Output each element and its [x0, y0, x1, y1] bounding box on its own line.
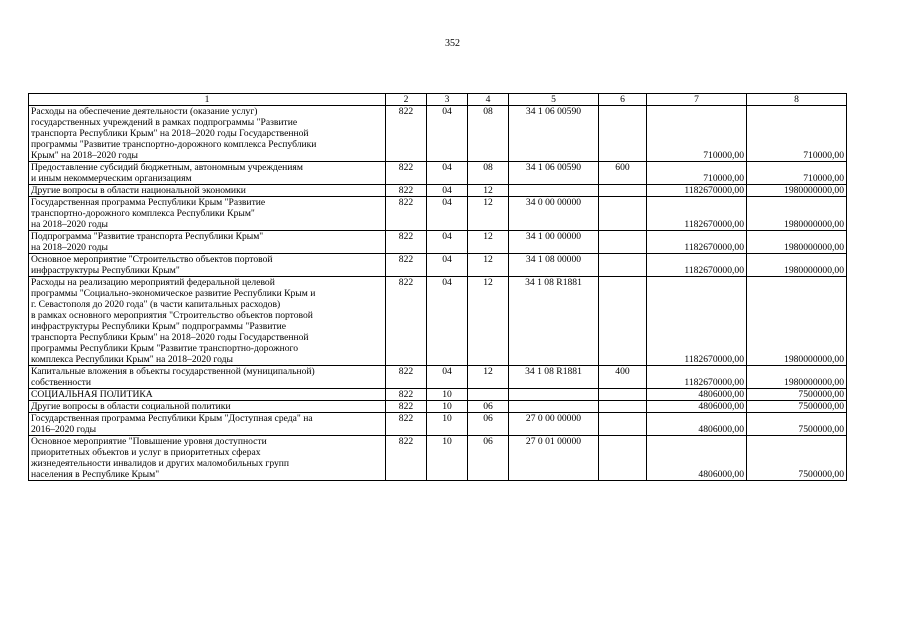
target-article-cell: 27 0 01 00000 [509, 436, 599, 481]
amount-year1-cell: 4806000,00 [647, 389, 747, 401]
table-row [29, 413, 847, 436]
expense-type-cell [599, 436, 647, 481]
column-header: 8 [747, 94, 847, 106]
page-number: 352 [445, 38, 460, 49]
subsection-code-cell: 12 [468, 231, 509, 254]
target-article-cell: 34 1 06 00590 [509, 162, 599, 185]
ministry-code-cell: 822 [386, 413, 427, 436]
table-row [29, 106, 847, 162]
expense-type-cell [599, 389, 647, 401]
item-name-cell: Расходы на реализацию мероприятий федеральной целевой программы "Социально-экономическое развитие Республики Крым и г. Севастополя до 2020 года" (в части капитальных расходов) в рамках основного мероприятия "Строительство объектов портовой инфраструктуры Республики Крым" подпрограммы "Развитие транспорта Республики Крым" на 2018–2020 годы Государственной программы Республики Крым "Развитие транспортно-дорожного комплекса Республики Крым" на 2018–2020 годы [29, 277, 386, 366]
ministry-code-cell: 822 [386, 254, 427, 277]
item-name-cell: Подпрограмма "Развитие транспорта Республики Крым" на 2018–2020 годы [29, 231, 386, 254]
section-code-cell: 04 [427, 277, 468, 366]
amount-year1-cell: 4806000,00 [647, 436, 747, 481]
ministry-code-cell: 822 [386, 185, 427, 197]
table-row [29, 401, 847, 413]
amount-year2-cell: 1980000000,00 [747, 254, 847, 277]
subsection-code-cell: 08 [468, 106, 509, 162]
amount-year2-cell: 7500000,00 [747, 401, 847, 413]
section-code-cell: 04 [427, 197, 468, 231]
column-header: 5 [509, 94, 599, 106]
target-article-cell: 34 1 08 R1881 [509, 366, 599, 389]
ministry-code-cell: 822 [386, 197, 427, 231]
section-code-cell: 10 [427, 389, 468, 401]
amount-year1-cell: 1182670000,00 [647, 197, 747, 231]
expense-type-cell [599, 106, 647, 162]
item-name-cell: Основное мероприятие "Повышение уровня доступности приоритетных объектов и услуг в приоритетных сферах жизнедеятельности инвалидов и других маломобильных групп населения в Республике Крым" [29, 436, 386, 481]
subsection-code-cell: 12 [468, 277, 509, 366]
amount-year1-cell: 1182670000,00 [647, 277, 747, 366]
item-name-cell: Государственная программа Республики Крым "Доступная среда" на 2016–2020 годы [29, 413, 386, 436]
subsection-code-cell: 12 [468, 366, 509, 389]
expense-type-cell: 600 [599, 162, 647, 185]
expense-type-cell: 400 [599, 366, 647, 389]
item-name-cell: Расходы на обеспечение деятельности (оказание услуг) государственных учреждений в рамках подпрограммы "Развитие транспорта Республики Крым" на 2018–2020 годы Государственной программы "Развитие транспортно-дорожного комплекса Республики Крым" на 2018–2020 годы [29, 106, 386, 162]
table-row [29, 389, 847, 401]
subsection-code-cell: 06 [468, 401, 509, 413]
subsection-code-cell: 06 [468, 436, 509, 481]
amount-year2-cell: 1980000000,00 [747, 231, 847, 254]
amount-year2-cell: 1980000000,00 [747, 366, 847, 389]
item-name-cell: Основное мероприятие "Строительство объектов портовой инфраструктуры Республики Крым" [29, 254, 386, 277]
table-row [29, 436, 847, 481]
amount-year2-cell: 7500000,00 [747, 413, 847, 436]
amount-year1-cell: 1182670000,00 [647, 185, 747, 197]
amount-year2-cell: 1980000000,00 [747, 185, 847, 197]
budget-table [28, 93, 847, 481]
section-code-cell: 04 [427, 106, 468, 162]
item-name-cell: Капитальные вложения в объекты государственной (муниципальной) собственности [29, 366, 386, 389]
expense-type-cell [599, 185, 647, 197]
ministry-code-cell: 822 [386, 162, 427, 185]
table-row [29, 231, 847, 254]
column-header: 6 [599, 94, 647, 106]
subsection-code-cell: 06 [468, 413, 509, 436]
section-code-cell: 04 [427, 254, 468, 277]
target-article-cell: 34 1 06 00590 [509, 106, 599, 162]
column-header: 7 [647, 94, 747, 106]
ministry-code-cell: 822 [386, 389, 427, 401]
table-row [29, 162, 847, 185]
item-name-cell: Другие вопросы в области национальной экономики [29, 185, 386, 197]
table-row [29, 254, 847, 277]
expense-type-cell [599, 413, 647, 436]
section-code-cell: 10 [427, 401, 468, 413]
ministry-code-cell: 822 [386, 401, 427, 413]
amount-year2-cell: 7500000,00 [747, 436, 847, 481]
section-code-cell: 04 [427, 366, 468, 389]
target-article-cell: 27 0 00 00000 [509, 413, 599, 436]
expense-type-cell [599, 231, 647, 254]
ministry-code-cell: 822 [386, 277, 427, 366]
section-code-cell: 10 [427, 413, 468, 436]
ministry-code-cell: 822 [386, 436, 427, 481]
target-article-cell: 34 1 08 R1881 [509, 277, 599, 366]
ministry-code-cell: 822 [386, 366, 427, 389]
expense-type-cell [599, 401, 647, 413]
section-code-cell: 04 [427, 162, 468, 185]
target-article-cell [509, 389, 599, 401]
subsection-code-cell: 08 [468, 162, 509, 185]
column-header: 1 [29, 94, 386, 106]
item-name-cell: Государственная программа Республики Крым "Развитие транспортно-дорожного комплекса Республики Крым" на 2018–2020 годы [29, 197, 386, 231]
amount-year1-cell: 1182670000,00 [647, 231, 747, 254]
subsection-code-cell: 12 [468, 185, 509, 197]
expense-type-cell [599, 197, 647, 231]
target-article-cell: 34 1 08 00000 [509, 254, 599, 277]
expense-type-cell [599, 277, 647, 366]
table-row [29, 197, 847, 231]
table-row [29, 185, 847, 197]
ministry-code-cell: 822 [386, 231, 427, 254]
subsection-code-cell: 12 [468, 254, 509, 277]
column-header: 4 [468, 94, 509, 106]
subsection-code-cell: 12 [468, 197, 509, 231]
table-row [29, 366, 847, 389]
section-code-cell: 04 [427, 185, 468, 197]
item-name-cell: СОЦИАЛЬНАЯ ПОЛИТИКА [29, 389, 386, 401]
subsection-code-cell [468, 389, 509, 401]
amount-year2-cell: 710000,00 [747, 162, 847, 185]
amount-year2-cell: 1980000000,00 [747, 197, 847, 231]
table-header-row [29, 94, 847, 106]
column-header: 2 [386, 94, 427, 106]
ministry-code-cell: 822 [386, 106, 427, 162]
amount-year1-cell: 710000,00 [647, 162, 747, 185]
target-article-cell: 34 0 00 00000 [509, 197, 599, 231]
amount-year2-cell: 1980000000,00 [747, 277, 847, 366]
table-row [29, 277, 847, 366]
amount-year1-cell: 1182670000,00 [647, 366, 747, 389]
amount-year1-cell: 1182670000,00 [647, 254, 747, 277]
item-name-cell: Другие вопросы в области социальной политики [29, 401, 386, 413]
column-header: 3 [427, 94, 468, 106]
item-name-cell: Предоставление субсидий бюджетным, автономным учреждениям и иным некоммерческим организациям [29, 162, 386, 185]
section-code-cell: 10 [427, 436, 468, 481]
target-article-cell [509, 401, 599, 413]
section-code-cell: 04 [427, 231, 468, 254]
amount-year2-cell: 7500000,00 [747, 389, 847, 401]
amount-year1-cell: 4806000,00 [647, 401, 747, 413]
amount-year2-cell: 710000,00 [747, 106, 847, 162]
target-article-cell [509, 185, 599, 197]
amount-year1-cell: 710000,00 [647, 106, 747, 162]
expense-type-cell [599, 254, 647, 277]
amount-year1-cell: 4806000,00 [647, 413, 747, 436]
target-article-cell: 34 1 00 00000 [509, 231, 599, 254]
